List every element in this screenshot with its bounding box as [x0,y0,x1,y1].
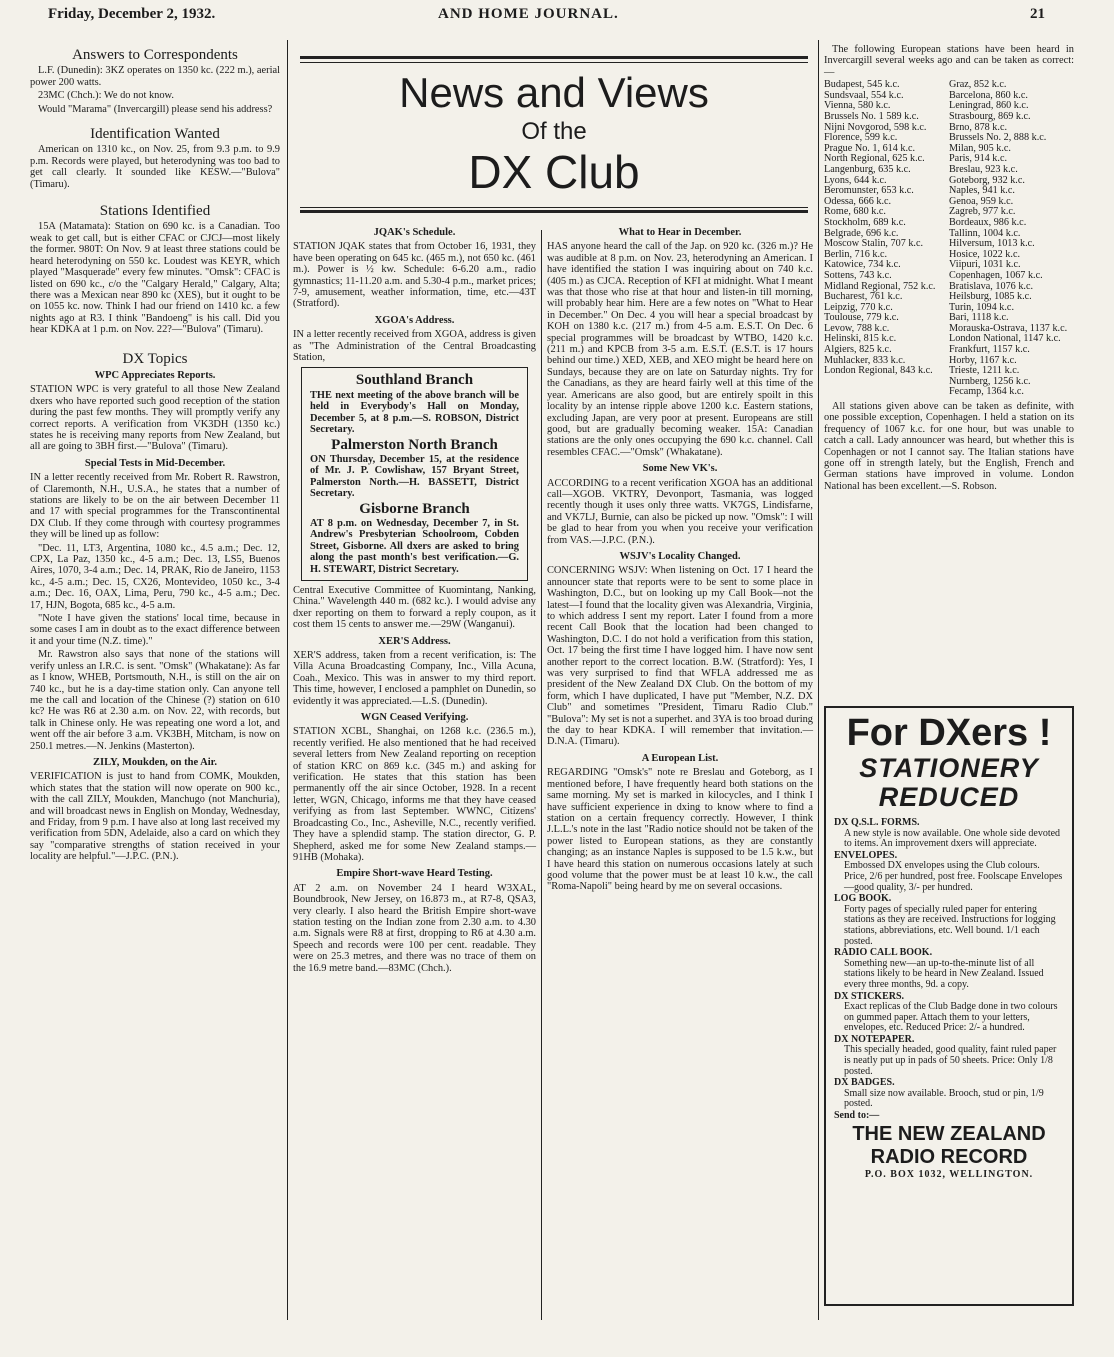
station-entry: Frankfurt, 1157 k.c. [949,344,1030,356]
ad-item-text: Something new—an up-to-the-minute list of all stations likely to be heard in New Zealand. Issued every three months, 9d. a copy. [844,957,1044,990]
ad-subtitle-reduced: REDUCED [878,782,1020,812]
answers-paragraph: Would "Marama" (Invercargill) please send his address? [38,103,273,115]
station-entry: Toulouse, 779 k.c. [824,312,899,324]
wpc-heading: WPC Appreciates Reports. [94,369,216,381]
station-entry: Bucharest, 761 k.c. [824,291,903,303]
zily-heading: ZILY, Moukden, on the Air. [92,756,217,768]
ad-item-text: Exact replicas of the Club Badge done in two colours on gummed paper. Attach them to your letters, envelopes, etc. Reduced Price: 2/- a hundred. [844,1001,1058,1034]
ad-item [834,992,1064,1034]
special-tests-paragraph: "Dec. 11, LT3, Argentina, 1080 kc., 4.5 a.m.; Dec. 12, CPX, La Paz, 1350 kc., 4-5 a.m.; Dec. 13, LS5, Buenos Aires, 1070, 3-4 a.m.; Dec. 14, PRAK, Rio de Janeiro, 1153 kc., 4-5 a.m.; Dec. 15, CX26, Montevideo, 1050 kc., 3-4 a.m.; Dec. 16, OAX, Lima, Peru, 790 kc., 4-5 a.m.; Dec. 17, HJN, Bogota, 685 kc., 4-5 a.m. [30,542,280,611]
column-rule [287,40,288,1320]
wsjv-paragraph: CONCERNING WSJV: When listening on Oct. 17 I heard the announcer state that reports were to be sent to some place in Washington, D.C., but on looking up my Call Book—not the latest—I found that the locality given was Alexandria, Virginia, to which address I sent my report. Later I found from a more recent Call Book that the location had been changed to Washington, D.C. I do not hold a verification from this station, Oct. 17 being the first time I have logged him. I have now sent another report to the correct location. B.W. (Stratford): Yes, I was very surprised to find that WFLA addressed me as president of the New Zealand DX Club. On the bottom of my form, which I have duplicated, I have put "Member, N.Z. DX Club" and sometimes "President, Timaru Radio Club." "Bulova": My set is not a superhet. and 3YA is too broad during the day to hear KDKA. I will remember that invitation.—D.N.A. (Timaru). [547,565,813,748]
ad-title: For DXers ! [846,712,1052,754]
wsjv-heading: WSJV's Locality Changed. [619,550,741,562]
title-rule-bottom [300,210,808,213]
ad-item-heading: LOG BOOK. [834,893,892,905]
station-entry: Brno, 878 k.c. [949,121,1008,133]
european-stations-intro: The following European stations have been heard in Invercargill several weeks ago and can be taken as correct:— [824,44,1074,78]
identification-heading: Identification Wanted [90,126,220,143]
station-entry: Milan, 905 k.c. [949,142,1011,154]
station-entry: Morauska-Ostrava, 1137 k.c. [949,322,1068,334]
station-entry: Stockholm, 689 k.c. [824,216,906,228]
station-entry: Midland Regional, 752 k.c. [824,280,936,292]
european-stations-table [824,80,1074,398]
column-rule [818,40,819,1320]
station-entry: Bordeaux, 986 k.c. [949,216,1027,228]
empire-paragraph: AT 2 a.m. on November 24 I heard W3XAL, Boundbrook, New Jersey, on 16.873 m., at R7-8, QSA3, very clearly. I also heard the British Empire short-wave station testing on the Indian zone from 2.30 a.m. to 4.30 a.m. Signals were R8 at first, dropping to R6 at 4.30 a.m. Speech and records were 100 per cent. readable. They were on 25.3 metres, and there was no trace of them on the 16.9 metre band.—83MC (Chch.). [293,882,536,974]
station-entry: Langenburg, 635 k.c. [824,163,911,175]
european-stations-closing: All stations given above can be taken as definite, with one possible exception, Copenhagen. I held a station on its frequency of 1067 k.c. for one hour, but was unable to catch a call. Lady announcer was heard, but whether this is Copenhagen or not I cannot say. The Italian stations have gone off in strength lately, but the English, French and German stations have improved in volume. London National has been excellent.—S. Robson. [824,401,1074,492]
special-tests-paragraph: "Note I have given the stations' local time, because in some cases I am in doubt as to the exact difference between it and your time (N.Z. time)." [30,613,280,647]
answers-heading: Answers to Correspondents [72,47,238,63]
station-entry: Nurnberg, 1256 k.c. [949,375,1031,387]
ad-item-heading: DX BADGES. [834,1077,895,1089]
station-entry: Bari, 1118 k.c. [949,312,1009,324]
ad-item-text: Embossed DX envelopes using the Club colours. Price, 2/6 per hundred, post free. Foolscape Envelopes—good quality, 3/- per hundred. [844,860,1063,893]
southland-branch-heading: Southland Branch [355,372,474,389]
stations-identified-paragraph: 15A (Matamata): Station on 690 kc. is a Canadian. Too weak to get call, but is either CFAC or CJCJ—most likely the former. 980T: On Nov. 9 at least three stations could be heard heterodyning on 550 kc. Loudest was KEYR, which played "Masquerade" every few minutes. "Omsk": CFAC is listed on 690 kc., c/o the "Calgary Herald," Calgary, Alta; there was a Mexican near 890 kc (XES), but it ought to be on 1055 kc. now. Think I had our friend on 1410 kc. a few nights ago at R3. I think "Bandoeng" is his call. Did you hear KDKA at 1 p.m. on Nov. 22?—"Bulova" (Timaru). [30,221,280,336]
ad-item-heading: DX NOTEPAPER. [834,1033,915,1045]
page-title-dx-club: DX Club [468,146,640,198]
palmerston-branch-text: ON Thursday, December 15, at the residence of Mr. J. P. Cowlishaw, 157 Bryant Street, Palmerston North.—H. BASSETT, District Secretary. [310,453,519,500]
page-title-of: Of the [521,118,587,145]
station-entry: Turin, 1094 k.c. [949,301,1014,313]
station-entry: Brussels No. 2, 888 k.c. [949,132,1047,144]
station-entry: Zagreb, 977 k.c. [949,206,1016,218]
station-entry: Budapest, 545 k.c. [824,79,900,91]
ad-item-text: Small size now available. Brooch, stud or pin, 1/9 posted. [844,1087,1044,1110]
station-entry: Moscow Stalin, 707 k.c. [824,238,924,250]
gisborne-branch-heading: Gisborne Branch [359,500,470,517]
xgoa-paragraph-continued: Central Executive Committee of Kuomintang, Nanking, China." Wavelength 440 m. (682 kc.). I would advise any dxer reporting on them to forward a reply coupon, as it cost them 15 cents to answer me.—29W (Wanganui). [293,584,536,631]
ad-item-heading: DX Q.S.L. FORMS. [834,817,920,828]
ad-item [834,818,1064,850]
new-vk-heading: Some New VK's. [642,463,718,475]
station-entry: Berlin, 716 k.c. [824,248,888,260]
station-entry: Graz, 852 k.c. [949,79,1007,91]
column-3 [547,222,813,895]
what-to-hear-heading: What to Hear in December. [618,227,742,238]
page-number: 21 [1030,6,1045,22]
station-entry: London National, 1147 k.c. [949,333,1061,345]
station-entry: Lyons, 644 k.c. [824,174,887,186]
xer-heading: XER'S Address. [378,635,451,647]
station-entry: Leipzig, 770 k.c. [824,301,893,313]
stations-identified-heading: Stations Identified [99,203,211,220]
station-entry: Rome, 680 k.c. [824,206,886,218]
station-entry: Strasbourg, 869 k.c. [949,111,1031,122]
wpc-paragraph: STATION WPC is very grateful to all those New Zealand dxers who have reported such good reception of the station during the past few months. They will promptly verify any correct reports. A verification from VK3DH (1350 kc.) states he is receiving many reports from New Zealand, but all are going to 3BH first.—"Bulova" (Timaru). [30,384,280,453]
european-list-paragraph: REGARDING "Omsk's" note re Breslau and Goteborg, as I mentioned before, I have frequently heard both stations on the same morning. My set is marked in kilocycles, and I think I have sufficient experience in dxing to know where to find a station on a certain frequency correctly. However, I think J.L.L.'s note in the last "Radio notice should not be taken of the power listed to European stations, as they are constantly changing; as an instance Naples is supposed to be 1.5 k.w., but I have heard this station on numerous occasions lately at such good volume that the power must be at least 10 k.w., the call "Roma-Napoli" being heard by me on several occasions. [547,767,813,893]
title-rule-top [300,56,808,59]
ad-address: P.O. BOX 1032, WELLINGTON. [864,1168,1034,1180]
station-entry: London Regional, 843 k.c. [824,365,933,377]
column-rule [541,230,542,1320]
stations-right-column [949,80,1074,398]
station-entry: Goteborg, 932 k.c. [949,174,1025,186]
ad-items [834,818,1064,1110]
ad-item-text: A new style is now available. One whole side devoted to items. An improvement dxers will appreciate. [844,827,1061,850]
what-to-hear-paragraph: HAS anyone heard the call of the Jap. on 920 kc. (326 m.)? He was audible at 8 p.m. on Nov. 23, heterodyning an American. I have identified the station I was inquiring about on 740 k.c. (405 m.) as CJCA. Reception of KFI at midnight. What I meant was that those who rise at that hour and listen-in till morning, will probably hear him. Here are a few notes on "What to Hear in December." On Dec. 4 you will hear a special broadcast by KOH on 1380 k.c. (217 m.) from 4-5 a.m. E.S.T. On Dec. 6 special programmes will be broadcast by WTBO, 1420 k.c. (211 m.) and KPCB from 3-5 a.m. E.S.T. (E.S.T. is 17 hours behind our time.) XED, XEB, and XEO might be heard here on Sundays, because they are on late on Saturday nights. Try for the Canadians, as they are heard fairly well at this time of the year. Americans are also good, but are entirely spoilt in this locality by an intense ripple above 1200 k.c. Eastern stations, excluding Japan, are very poor at present. Europeans are still good, but are gradually becoming weaker. 15A: Canadian stations are the only ones occupying the 690 k.c. channel. Call resembles CFAC.—"Omsk" (Whakatane). [547,241,813,458]
ad-footer-line1: THE NEW ZEALAND [852,1122,1046,1145]
empire-heading: Empire Short-wave Heard Testing. [336,868,493,880]
ad-item-heading: DX STICKERS. [834,990,905,1002]
ad-item-text: Forty pages of specially ruled paper for entering stations as they are received. Instructions for logging stations, abbreviations, etc. Well bound. 1/1 each posted. [844,903,1056,947]
station-entry: Helinski, 815 k.c. [824,333,897,345]
ad-item-heading: ENVELOPES. [834,849,898,861]
southland-branch-text: THE next meeting of the above branch will be held in Everybody's Hall on Monday, December 5, at 8 p.m.—S. ROBSON, District Secretary. [310,389,519,436]
ad-item [834,948,1064,990]
station-entry: Genoa, 959 k.c. [949,195,1014,207]
xgoa-paragraph: IN a letter recently received from XGOA, address is given as "The Administration of the Central Broadcasting Station, [293,329,536,364]
title-rule-top-thin [300,62,808,63]
station-entry: Sottens, 743 k.c. [824,269,892,281]
station-entry: Bratislava, 1076 k.c. [949,280,1034,292]
station-entry: Prague No. 1, 614 k.c. [824,142,916,154]
ad-subtitle-stationery: STATIONERY [859,753,1039,783]
dx-topics-heading: DX Topics [122,350,188,367]
station-entry: Trieste, 1211 k.c. [949,365,1020,377]
ad-item-text: This specially headed, good quality, faint ruled paper is neatly put up in pads of 50 sheets. Price: Only 1/8 posted. [844,1044,1057,1077]
station-entry: Muhlacker, 833 k.c. [824,354,906,366]
ad-send-to: Send to:— [834,1110,880,1122]
station-entry: Horby, 1167 k.c. [949,354,1017,366]
stations-left-column [824,80,949,398]
station-entry: Algiers, 825 k.c. [824,344,892,356]
station-entry: Paris, 914 k.c. [949,153,1008,165]
station-entry: North Regional, 625 k.c. [824,153,925,165]
stationery-advertisement [824,706,1074,1306]
special-tests-heading: Special Tests in Mid-December. [84,457,226,469]
station-entry: Brussels No. 1 589 k.c. [824,111,919,122]
ad-item-heading: RADIO CALL BOOK. [834,947,933,959]
station-entry: Odessa, 666 k.c. [824,195,892,207]
station-entry: Nijni Novgorod, 598 k.c. [824,121,927,133]
station-entry: Florence, 599 k.c. [824,132,898,144]
palmerston-branch-heading: Palmerston North Branch [331,436,498,453]
station-entry: Copenhagen, 1067 k.c. [949,269,1043,281]
answers-paragraph: 23MC (Chch.): We do not know. [38,90,174,102]
wgn-heading: WGN Ceased Verifying. [360,712,469,724]
special-tests-paragraph: IN a letter recently received from Mr. Robert R. Rawstron, of Claremonth, N.H., U.S.A., he states that a number of stations are likely to be on the air between December 11 and 17 with special programmes for the Transcontinental DX Club. If they come through with courtesy programmes they will be lined up as follow: [30,472,280,541]
station-entry: Tallinn, 1004 k.c. [949,227,1021,239]
header-journal: AND HOME JOURNAL. [438,6,619,22]
station-entry: Levow, 788 k.c. [824,322,890,334]
station-entry: Heilsburg, 1085 k.c. [949,291,1032,303]
special-tests-paragraph: Mr. Rawstron also says that none of the stations will verify unless an I.R.C. is sent. "Omsk" (Whakatane): As far as I know, WHEB, Portsmouth, N.H., is still on the air on 740 kc., but he is a day-time station only. Can anyone tell me the call and location of the Chinese (?) station on 610 kc? He was R6 at 2.30 a.m. on Nov. 22, with records, but talk in Chinese only. He was repeating one word a lot, and went off the air before 3 a.m. VK3BH, Mitcham, is now on 250.1 metres.—N. Jenkins (Masterton). [30,649,280,752]
jqak-heading: JQAK's Schedule. [373,227,456,238]
station-entry: Leningrad, 860 k.c. [949,100,1029,112]
column-4 [824,44,1074,494]
page-title: News and Views [399,69,709,116]
jqak-paragraph: STATION JQAK states that from October 16, 1931, they have been operating on 645 kc. (465 m.), not 650 kc. (461 m.). Power is ½ kw. Schedule: 6-6.20 a.m., radio gymnastics; 11-11.20 a.m. and 5.30-4 p.m., market prices; 7-9, amusement, weather information, time, etc.—43T (Stratford). [293,241,536,310]
zily-paragraph: VERIFICATION is just to hand from COMK, Moukden, which states that the station will now operate on 900 kc., with the call ZILY, Moukden, Manchugo (not Manchuria), and will broadcast news in English on Monday, Wednesday, and Friday, from 9 p.m. I have also at long last received my verification from 5DN, Adelaide, also a card on which they say "comparative strengths of station received in your locality are helpful."—J.P.C. (P.N.). [30,771,280,863]
header-date: Friday, December 2, 1932. [48,6,216,22]
wgn-paragraph: STATION XCBL, Shanghai, on 1268 k.c. (236.5 m.), recently verified. He also mentioned that he had received several letters from New Zealand reporting on reception of station KRC on 869 k.c. (345 m.) and asking for verification. He states that this station has been permanently off the air since October, 1928. In a recent letter, WGN, Chicago, informs me that they have ceased verifying as from last September. WWNC, Citizens' Broadcasting Co., Inc., Asheville, N.C., recently verified. They have a splendid stamp. The station director, G. P. Shepherd, asked me for some New Zealand stamps.—91HB (Mohaka). [293,726,536,863]
ad-item [834,851,1064,893]
station-entry: Belgrade, 696 k.c. [824,227,899,239]
station-entry: Beromunster, 653 k.c. [824,185,914,197]
station-entry: Hosice, 1022 k.c. [949,248,1021,260]
ad-item [834,1078,1064,1110]
station-entry: Sundsvaal, 554 k.c. [824,89,904,101]
station-entry: Katowice, 734 k.c. [824,259,901,271]
station-entry: Breslau, 923 k.c. [949,163,1018,175]
branches-box [301,367,528,581]
title-rule-bottom-thin [300,207,808,208]
column-2 [293,222,536,976]
xgoa-heading: XGOA's Address. [374,314,455,326]
station-entry: Hilversum, 1013 k.c. [949,238,1035,250]
xer-paragraph: XER'S address, taken from a recent verification, is: The Villa Acuna Broadcasting Company, Inc., Villa Acuna, Coah., Mexico. This was in answer to my third report. This time, however, I enclosed a pamphlet on Dunedin, so evidently it was appreciated.—L.S. (Dunedin). [293,650,536,707]
station-entry: Naples, 941 k.c. [949,185,1015,197]
ad-item [834,894,1064,947]
new-vk-paragraph: ACCORDING to a recent verification XGOA has an additional call—XGOB. VKTRY, Devonport, Tasmania, was logged recently though it uses only three watts. VK7GS, Lindisfarne, and VK7LJ, Burnie, can also be picked up now. "Omsk": I will be glad to hear from you when you receive your verification from VAS.—J.P.C. (P.N.). [547,477,813,546]
station-entry: Fecamp, 1364 k.c. [949,386,1024,398]
ad-footer-line2: RADIO RECORD [870,1145,1028,1168]
identification-paragraph: American on 1310 kc., on Nov. 25, from 9.3 p.m. to 9.9 p.m. Records were played, but heterodyning was too bad to get call clearly. It sounded like KESW.—"Bulova" (Timaru). [30,144,280,190]
ad-item [834,1035,1064,1077]
european-list-heading: A European List. [641,752,719,764]
station-entry: Barcelona, 860 k.c. [949,89,1028,101]
station-entry: Viipuri, 1031 k.c. [949,259,1021,271]
column-1 [30,44,280,865]
station-entry: Vienna, 580 k.c. [824,100,891,112]
gisborne-branch-text: AT 8 p.m. on Wednesday, December 7, in St. Andrew's Presbyterian Schoolroom, Cobden Street, Gisborne. All dxers are asked to bring along the past month's best verification.—G. H. STEWART, District Secretary. [310,517,519,575]
answers-paragraph: L.F. (Dunedin): 3KZ operates on 1350 kc. (222 m.), aerial power 200 watts. [30,65,280,88]
